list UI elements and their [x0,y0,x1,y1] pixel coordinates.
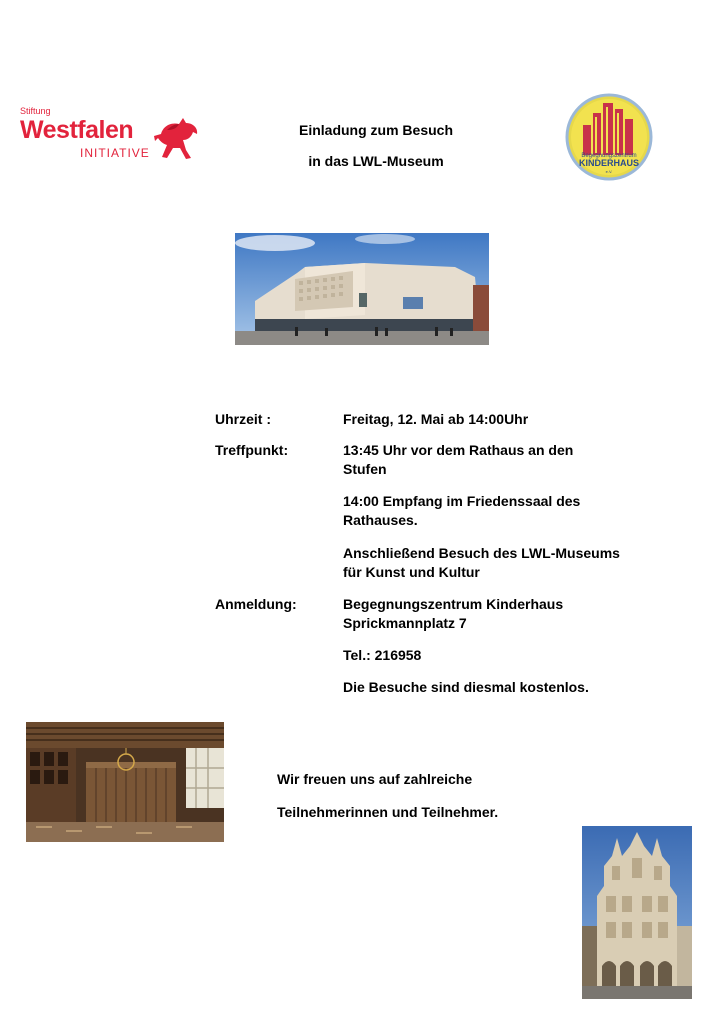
reception-line-b: Rathauses. [343,512,418,528]
closing-line1: Wir freuen uns auf zahlreiche [277,771,473,787]
registration-line-a: Begegnungszentrum Kinderhaus [343,596,564,612]
closing-line2: Teilnehmerinnen und Teilnehmer. [277,804,499,820]
time-label: Uhrzeit : [215,411,271,427]
kinderhaus-suffix-text: e.V. [605,169,613,174]
kinderhaus-main-text: KINDERHAUS [578,158,640,168]
museum-visit-line-b: für Kunst und Kultur [343,564,480,580]
invitation-title-line1: Einladung zum Besuch [298,122,453,138]
kinderhaus-top-text: Begegnungszentrum [581,153,637,159]
meeting-point-line1a: 13:45 Uhr vor dem Rathaus an den [343,442,574,458]
registration-line-b: Sprickmannplatz 7 [343,615,467,631]
westfalen-initiative-logo [20,106,195,164]
registration-label: Anmeldung: [215,596,297,612]
logo-stiftung-text: Stiftung [20,106,51,116]
meeting-point-label: Treffpunkt: [215,442,289,458]
phone-number: Tel.: 216958 [343,647,422,663]
logo-westfalen-text: Westfalen [20,116,134,144]
kinderhaus-logo [565,93,653,181]
historic-town-hall-photo [582,826,692,999]
museum-visit-line-a: Anschließend Besuch des LWL-Museums [343,545,620,561]
cost-note: Die Besuche sind diesmal kostenlos. [343,679,589,695]
invitation-title-line2: in das LWL-Museum [308,153,444,169]
friedenssaal-photo [26,722,224,842]
logo-initiative-text: INITIATIVE [80,146,150,160]
reception-line-a: 14:00 Empfang im Friedenssaal des [343,493,581,509]
meeting-point-line1b: Stufen [343,461,387,477]
lwl-museum-photo [235,233,489,345]
westfalen-horse-icon [153,114,203,162]
time-value: Freitag, 12. Mai ab 14:00Uhr [343,411,529,427]
